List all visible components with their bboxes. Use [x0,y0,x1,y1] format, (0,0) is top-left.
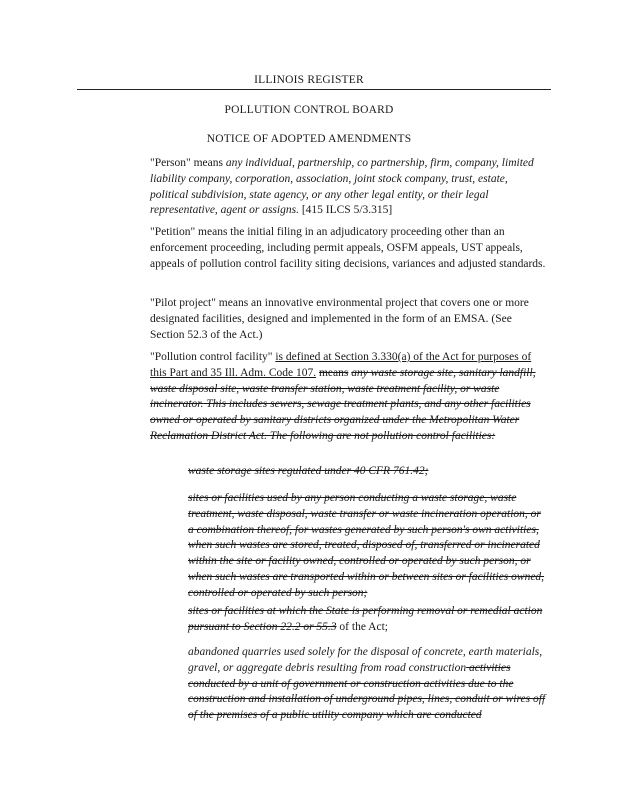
pollution-control-facility-definition [150,350,546,445]
petition-definition: "Petition" means the initial filing in an adjudicatory proceeding other than an enforcement proceeding, including permit appeals, OSFM appeals, UST appeals, appeals of pollution control facility siting decisions, variances and adjusted standards. [150,226,546,270]
notice-title: NOTICE OF ADOPTED AMENDMENTS [206,133,412,145]
exclusion-item-1: waste storage sites regulated under 40 CFR 761.42; [188,465,429,477]
exclusion-item-4: abandoned quarries used solely for the disposal of concrete, earth materials, gravel, or aggregate debris resulting from road construction activities conducted by a unit of government or construction activities due to the construction and installation of underground pipes, lines, conduit or wires off of the premises of a public utility company which are conducted [188,646,546,722]
pcf-added-text: is defined at Section 3.330(a) of the Act for purposes of this Part and 35 Ill. Adm. Code 107. [150,351,532,379]
person-definition [150,156,546,219]
pcf-deleted-statutory-text: any waste storage site, sanitary landfill, waste disposal site, waste transfer station, waste treatment facility, or waste incinerator. [150,366,536,411]
board-title: POLLUTION CONTROL BOARD [224,104,394,116]
person-citation: [415 ILCS 5/3.315] [298,204,393,217]
pcf-term: "Pollution control facility" [150,351,276,363]
pilot-project-definition: "Pilot project" means an innovative environmental project that covers one or more designated facilities, designed and implemented in the form of an EMSA. (See Section 52.3 of the Act.) [150,297,529,341]
exclusion-item-3: sites or facilities at which the State is performing removal or remedial action pursuant to Section 22.2 or 55.3 of the Act; [188,605,543,633]
person-statutory-text: any individual, partnership, co partnership, firm, company, limited liability company, corporation, association, joint stock company, trust, estate, political subdivision, state agency, or any other legal entity, or their legal representative, agent or assigns. [150,157,534,217]
register-title: ILLINOIS REGISTER [254,74,364,86]
person-term: "Person" means [150,157,226,169]
header-rule [77,89,551,90]
pcf-deleted-text: This includes sewers, sewage treatment plants, and any other facilities owned or operated by sanitary districts organized under the Metropolitan Water Reclamation District Act. The following are not pollution control facilities: [150,398,531,442]
exclusion-item-2: sites or facilities used by any person conducting a waste storage, waste treatment, waste disposal, waste transfer or waste incineration operation, or a combination thereof, for wastes generated by such person's own activities, when such wastes are stored, treated, disposed of, transferred or incinerated within the site or facility owned, controlled or operated by such person, or when such wastes are transported within or between sites or facilities owned, controlled or operated by such person; [188,492,545,599]
pcf-deleted-means: means [318,366,349,379]
